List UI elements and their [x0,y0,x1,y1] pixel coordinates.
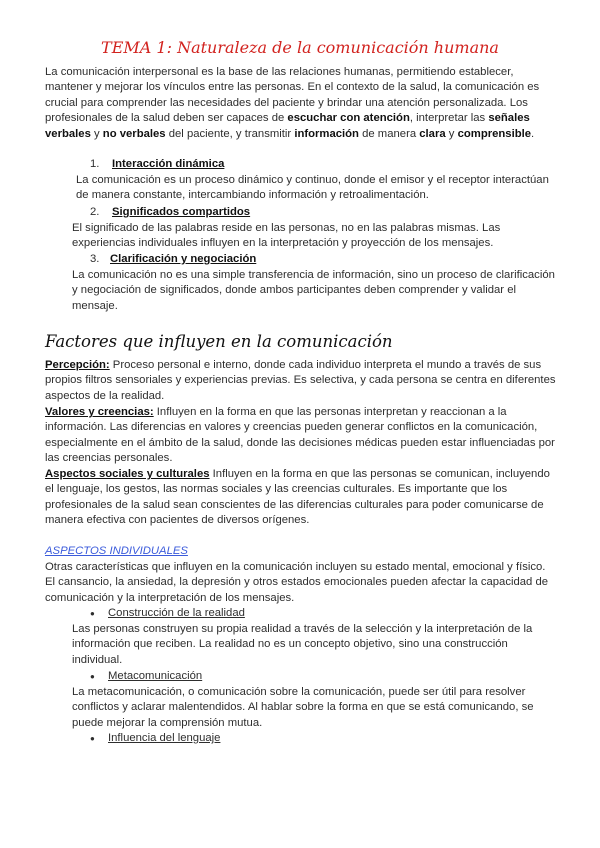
list-text: La comunicación es un proceso dinámico y continuo, donde el emisor y el receptor interactúan de manera constante, intercambiando información y retroalimentación. [76,174,549,202]
section-heading: Factores que influyen en la comunicación [45,332,393,351]
bullet-icon: ● [90,672,95,681]
factor-paragraph: Percepción: Proceso personal e interno, donde cada individuo interpreta el mundo a través de sus propios filtros sensoriales y experiencias previas. Es selectiva, y cada persona se centra en diferentes aspectos de la realidad. [45,359,556,402]
individual-paragraph: Otras características que influyen en la comunicación incluyen su estado mental, emocional y físico. El cansancio, la ansiedad, la depresión y otros estados emocionales pueden afectar la capacidad de comunicación y la interpretación de los mensajes. [45,561,549,604]
list-heading: Clarificación y negociación [110,253,257,265]
factor-paragraph: Aspectos sociales y culturales Influyen en la forma en que las personas se comunican, incluyendo el lenguaje, los gestos, las normas sociales y las creencias culturales. Es importante que los profesionales de la salud sean conscientes de las diferencias culturales para poder comunicarse de manera efectiva con pacientes de diversos orígenes. [45,468,550,527]
list-number: 2. [90,206,100,218]
bullet-heading: Metacomunicación [108,670,203,682]
bullet-heading: Influencia del lenguaje [108,732,221,744]
list-number: 3. [90,253,100,265]
intro-paragraph: La comunicación interpersonal es la base de las relaciones humanas, permitiendo establecer, mantener y mejorar los vínculos entre las personas. En el contexto de la salud, la comunicación es crucial para comprender las necesidades del paciente y brindar una atención personalizada. Los profesionales de la salud deben ser capaces de escuchar con atención, interpretar las señales verbales y no verbales del paciente, y transmitir información de manera clara y comprensible. [45,66,540,140]
list-heading: Interacción dinámica [112,158,225,170]
aspectos-individuales-link[interactable]: ASPECTOS INDIVIDUALES [45,545,188,557]
list-text: La comunicación no es una simple transferencia de información, sino un proceso de clarificación y negociación de significados, donde ambos participantes deben comprender y validar el mensaje. [72,269,555,312]
bullet-text: La metacomunicación, o comunicación sobre la comunicación, puede ser útil para resolver conflictos y aclarar malentendidos. Al hablar sobre la forma en que se está comunicando, se puede mejorar la comprensión mutua. [72,686,534,729]
bullet-icon: ● [90,609,95,618]
page-title: TEMA 1: Naturaleza de la comunicación humana [101,38,499,57]
factor-paragraph: Valores y creencias: Influyen en la forma en que las personas interpretan y reaccionan a la información. Las diferencias en valores y creencias pueden generar conflictos en la comunicación, especialmente en el ámbito de la salud, donde las decisiones médicas pueden estar influenciadas por las creencias personales. [45,406,555,465]
bullet-text: Las personas construyen su propia realidad a través de la selección y la interpretación de la información que reciben. La realidad no es un concepto objetivo, sino una construcción individual. [72,623,533,666]
list-number: 1. [90,158,100,170]
bullet-icon: ● [90,734,95,743]
bullet-heading: Construcción de la realidad [108,607,245,619]
list-heading: Significados compartidos [112,206,251,218]
list-text: El significado de las palabras reside en las personas, no en las palabras mismas. Las experiencias individuales influyen en la interpretación y proyección de los mensajes. [72,222,501,250]
